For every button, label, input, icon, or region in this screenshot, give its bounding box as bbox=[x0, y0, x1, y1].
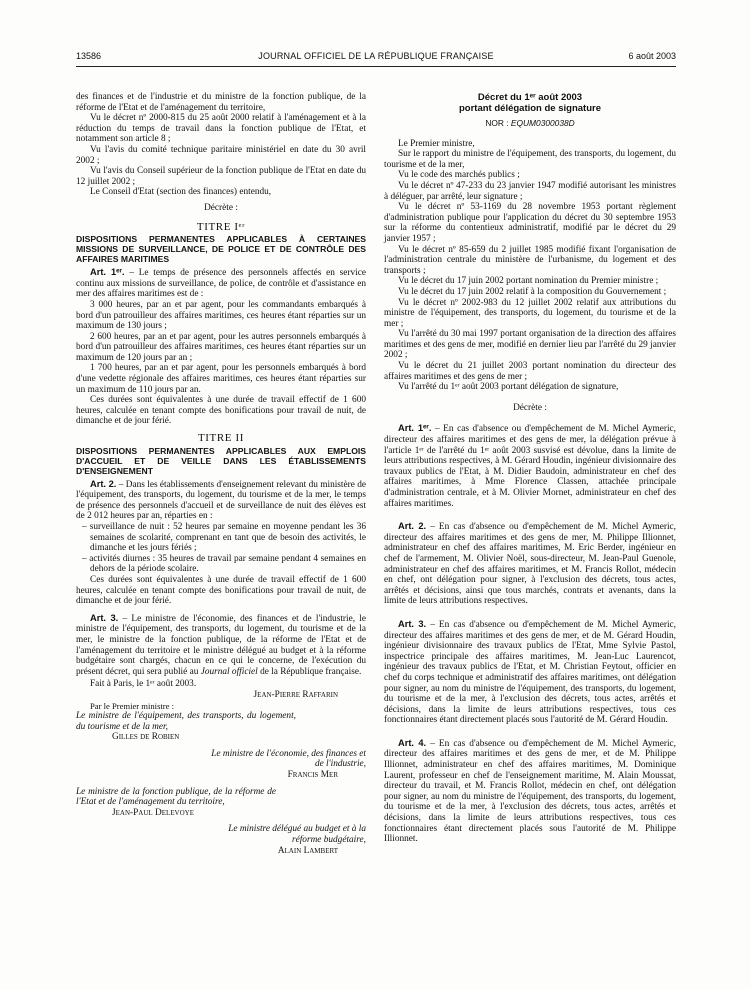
visa-paragraph: Vu le décret nº 47-233 du 23 janvier 1947 modifié autorisant les ministres à déléguer, par arrêté, leur signature ; bbox=[384, 180, 676, 202]
visa-paragraph: Vu le décret du 17 juin 2002 portant nomination du Premier ministre ; bbox=[398, 276, 659, 287]
titre-1-subheading: DISPOSITIONS PERMANENTES APPLICABLES À CERTAINES MISSIONS DE SURVEILLANCE, DE POLICE ET DE CONTRÔLE DES AFFAIRES MARITIMES bbox=[76, 234, 366, 265]
article-2-label: Art. 2. bbox=[398, 521, 427, 532]
signatory-name: Francis Mer bbox=[287, 770, 338, 781]
article-paragraph: Ces durées sont équivalentes à une durée de travail effectif de 1 600 heures, calculée en tenant compte des bonifications pour travail de nuit, de dimanche et de jour férié. bbox=[76, 395, 366, 427]
article-1-text: – Le temps de présence des personnels affectés en service continu aux missions de surveillance, de police, de contrôle et d'assistance en mer des affaires maritimes est de : bbox=[76, 268, 366, 300]
article-3-text-a: – Le ministre de l'économie, des finances et de l'industrie, le ministre de l'équipement, des transports, du logement, du tourisme et de la mer, le ministre de la fonction publique, de la réforme de l'Etat et de l'aménagement du territoire et le ministre délégué au budget et à la réforme budgétaire sont chargés, chacun en ce qui le concerne, de l'exécution du présent décret, qui sera publié au bbox=[76, 613, 366, 677]
journal-title: JOURNAL OFFICIEL DE LA RÉPUBLIQUE FRANÇAISE bbox=[258, 51, 494, 61]
intro-text: des finances et de l'industrie et du ministre de la fonction publique, de la réforme de l'Etat et de l'aménagement du territoire, bbox=[76, 92, 366, 113]
titre-1-heading: TITRE Iᵉʳ bbox=[196, 220, 246, 233]
visa-paragraph: Vu le décret nº 2002-983 du 12 juillet 2002 relatif aux attributions du ministre de l'équipement, des transports, du logement, du tourisme et de la mer ; bbox=[384, 297, 676, 329]
visa-paragraph: Vu le décret du 21 juillet 2003 portant nomination du directeur des affaires maritimes et des gens de mer ; bbox=[384, 361, 676, 382]
article-1-paragraph bbox=[76, 267, 366, 300]
signatory-name: Jean-Paul Delevoye bbox=[112, 807, 194, 818]
article-1-label: Art. 1ᵉʳ. bbox=[90, 267, 125, 278]
signatory-role: Le ministre délégué au budget et à la réforme budgétaire, bbox=[228, 824, 366, 846]
visa-paragraph: Vu le décret nº 85-659 du 2 juillet 1985 modifié fixant l'organisation de l'administration centrale du ministère de l'urbanisme, du logement et des transports ; bbox=[384, 244, 676, 276]
article-3-text: – En cas d'absence ou d'empêchement de M. Michel Aymeric, directeur des affaires maritimes et des gens de mer, et de M. Gérard Houdin, ingénieur divisionnaire des travaux publics de l'Etat, Mme Sylvie Pastol, inspectrice principale des affaires maritimes, M. Jean-Luc Laurencot, ingénieur des travaux publics de l'Etat, et M. Christian Feytout, officier en chef du corps technique et administratif des affaires maritimes, ont délégation pour signer, au nom du ministre de l'équipement, des transports, du logement, du tourisme et de la mer, à l'exclusion des décrets, tous actes, arrêtés et décisions, dans la limite de leurs attributions respectives, tous ces fonctionnaires étant directement placés sous l'autorité de M. Gérard Houdin. bbox=[384, 619, 676, 726]
visa-paragraph: Vu l'avis du Conseil supérieur de la fonction publique de l'Etat en date du 12 juillet 2002 ; bbox=[76, 166, 366, 187]
article-paragraph: Ces durées sont équivalentes à une durée de travail effectif de 1 600 heures, calculée en tenant compte des bonifications pour travail de nuit, de dimanche et de jour férié. bbox=[76, 574, 366, 607]
article-2-paragraph bbox=[76, 479, 366, 522]
signatory-name: Jean-Pierre Raffarin bbox=[253, 689, 338, 700]
titre-2-subheading: DISPOSITIONS PERMANENTES APPLICABLES AUX EMPLOIS D'ACCUEIL ET DE VEILLE DANS LES ÉTABLISSEMENTS D'ENSEIGNEMENT bbox=[76, 445, 366, 476]
titre-2-heading: TITRE II bbox=[197, 432, 245, 445]
decree-title-line-1: Décret du 1ᵉʳ août 2003 bbox=[477, 92, 583, 103]
par-premier-ministre: Par le Premier ministre : bbox=[90, 700, 175, 711]
page-number: 13586 bbox=[76, 51, 102, 61]
article-4-label: Art. 4. bbox=[398, 737, 427, 748]
visa-paragraph: Vu le décret nº 2000-815 du 25 août 2000 relatif à l'aménagement et à la réduction du temps de travail dans la fonction publique de l'Etat, et notamment son article 8 ; bbox=[76, 113, 366, 145]
article-3-paragraph bbox=[384, 619, 676, 726]
visa-paragraph: Vu l'arrêté du 30 mai 1997 portant organisation de la direction des affaires maritimes et des gens de mer, modifié en dernier lieu par l'arrêté du 29 janvier 2002 ; bbox=[384, 329, 676, 361]
article-paragraph: 3 000 heures, par an et par agent, pour les commandants embarqués à bord d'un patrouilleur des affaires maritimes, ces heures étant réparties sur un maximum de 130 jours ; bbox=[76, 299, 366, 332]
article-paragraph: 2 600 heures, par an et par agent, pour les autres personnels embarqués à bord d'un patrouilleur des affaires maritimes, ces heures étant réparties sur un maximum de 120 jours par an ; bbox=[76, 331, 366, 363]
article-2-label: Art. 2. bbox=[90, 478, 117, 489]
right-column bbox=[384, 92, 676, 845]
list-item: – activités diurnes : 35 heures de travail par semaine pendant 4 semaines en dehors de la période scolaire. bbox=[82, 553, 366, 575]
signatory-role: Le ministre de l'économie, des finances et de l'industrie, bbox=[211, 748, 366, 770]
visa-paragraph: Vu l'avis du comité technique paritaire ministériel en date du 30 avril 2002 ; bbox=[76, 144, 366, 166]
article-1-label: Art. 1ᵉʳ. bbox=[398, 423, 432, 434]
signatory-role: Le ministre de l'équipement, des transports, du logement, du tourisme et de la mer, bbox=[76, 711, 296, 732]
article-2-paragraph bbox=[384, 521, 676, 607]
article-2-text: – En cas d'absence ou d'empêchement de M. Michel Aymeric, directeur des affaires maritimes et des gens de mer, M. Philippe Illionnet, administrateur en chef des affaires maritimes, M. Eric Berder, ingénieur en chef de l'armement, M. Olivier Noël, sous-directeur, M. Jean-Paul Guenole, administrateur en chef des affaires maritimes, et M. Francis Rollot, médecin en chef, ont délégation pour signer, à l'exclusion des décrets, tous actes, arrêtés et décisions, ainsi que tous marchés, contrats et avenants, dans la limite de leurs attributions respectives. bbox=[384, 522, 676, 607]
article-4-paragraph bbox=[384, 738, 676, 845]
visa-paragraph: Sur le rapport du ministre de l'équipement, des transports, du logement, du tourisme et de la mer, bbox=[384, 149, 676, 170]
nor-reference bbox=[384, 118, 676, 129]
list-item: – surveillance de nuit : 52 heures par semaine en moyenne pendant les 36 semaines de scolarité, comprenant en tant que de besoin des activités, le dimanche et les jours fériés ; bbox=[82, 522, 366, 554]
left-column bbox=[76, 92, 366, 856]
article-3-label: Art. 3. bbox=[398, 618, 427, 629]
visa-paragraph: Vu le code des marchés publics ; bbox=[398, 170, 520, 181]
issue-date: 6 août 2003 bbox=[628, 51, 676, 61]
visa-paragraph: Vu l'arrêté du 1ᵉʳ août 2003 portant délégation de signature, bbox=[398, 382, 619, 393]
article-paragraph: 1 700 heures, par an et par agent, pour les personnels embarqués à bord d'une vedette régionale des affaires maritimes, ces heures étant réparties sur un maximum de 110 jours par an. bbox=[76, 363, 366, 395]
signature-date: Fait à Paris, le 1ᵉʳ août 2003. bbox=[90, 679, 197, 690]
decrete-label: Décrète : bbox=[204, 202, 238, 213]
article-1-paragraph bbox=[384, 423, 676, 509]
article-1-text: – En cas d'absence ou d'empêchement de M. Michel Aymeric, directeur des affaires maritimes et des gens de mer, la délégation prévue à l'article 1ᵉʳ de l'arrêté du 1ᵉʳ août 2003 susvisé est dévolue, dans la limite de leurs attributions respectives, à M. Gérard Houdin, ingénieur divisionnaire des travaux publics de l'Etat, à M. Didier Baudoin, administrateur en chef des affaires maritimes, à Mme Florence Classen, attachée principale d'administration centrale, et à M. Olivier Mornet, administrateur en chef des affaires maritimes. bbox=[384, 424, 676, 509]
nor-label: NOR : bbox=[485, 118, 511, 128]
article-4-text: – En cas d'absence ou d'empêchement de M. Michel Aymeric, directeur des affaires maritimes et des gens de mer, et de M. Philippe Illionnet, administrateur en chef des affaires maritimes, M. Dominique Laurent, professeur en chef de l'enseignement maritime, M. Alain Moussat, directeur du travail, et M. Francis Rollot, médecin en chef, ont délégation pour signer, au nom du ministre de l'équipement, des transports, du logement, du tourisme et de la mer, à l'exclusion des décrets, tous actes, arrêtés et décisions, dans la limite de leurs attributions respectives, tous ces fonctionnaires étant directement placés sous l'autorité de M. Philippe Illionnet. bbox=[384, 738, 676, 845]
header-rule bbox=[76, 66, 676, 67]
journal-officiel-ref: Journal officiel bbox=[200, 666, 258, 677]
article-3-label: Art. 3. bbox=[90, 612, 119, 623]
signatory-role: Le ministre de la fonction publique, de la réforme de l'Etat et de l'aménagement du territoire, bbox=[76, 786, 276, 808]
signatory-name: Alain Lambert bbox=[277, 845, 338, 856]
article-3-paragraph bbox=[76, 613, 366, 678]
visa-paragraph: Vu le décret du 17 juin 2002 relatif à la composition du Gouvernement ; bbox=[398, 286, 667, 297]
visa-paragraph: Vu le décret nº 53-1169 du 28 novembre 1953 portant règlement d'administration publique pour l'application du décret du 30 septembre 1953 sur la réforme du contentieux administratif, modifié par le décret du 29 janvier 1957 ; bbox=[384, 202, 676, 244]
article-3-text-b: de la République française. bbox=[257, 666, 362, 677]
page-header bbox=[76, 51, 676, 65]
article-2-text: – Dans les établissements d'enseignement relevant du ministère de l'équipement, des transports, du logement, du tourisme et de la mer, le temps de présence des personnels d'accueil et de surveillance de nuit des élèves est de 2 012 heures par an, réparties en : bbox=[76, 479, 366, 522]
visa-paragraph: Le Conseil d'Etat (section des finances) entendu, bbox=[90, 187, 272, 198]
nor-code: EQUM0300038D bbox=[510, 118, 575, 128]
decrete-label: Décrète : bbox=[513, 402, 547, 413]
signatory-name: Gilles de Robien bbox=[112, 732, 180, 743]
decree-title-line-2: portant délégation de signature bbox=[459, 103, 601, 114]
premier-ministre: Le Premier ministre, bbox=[398, 138, 475, 149]
